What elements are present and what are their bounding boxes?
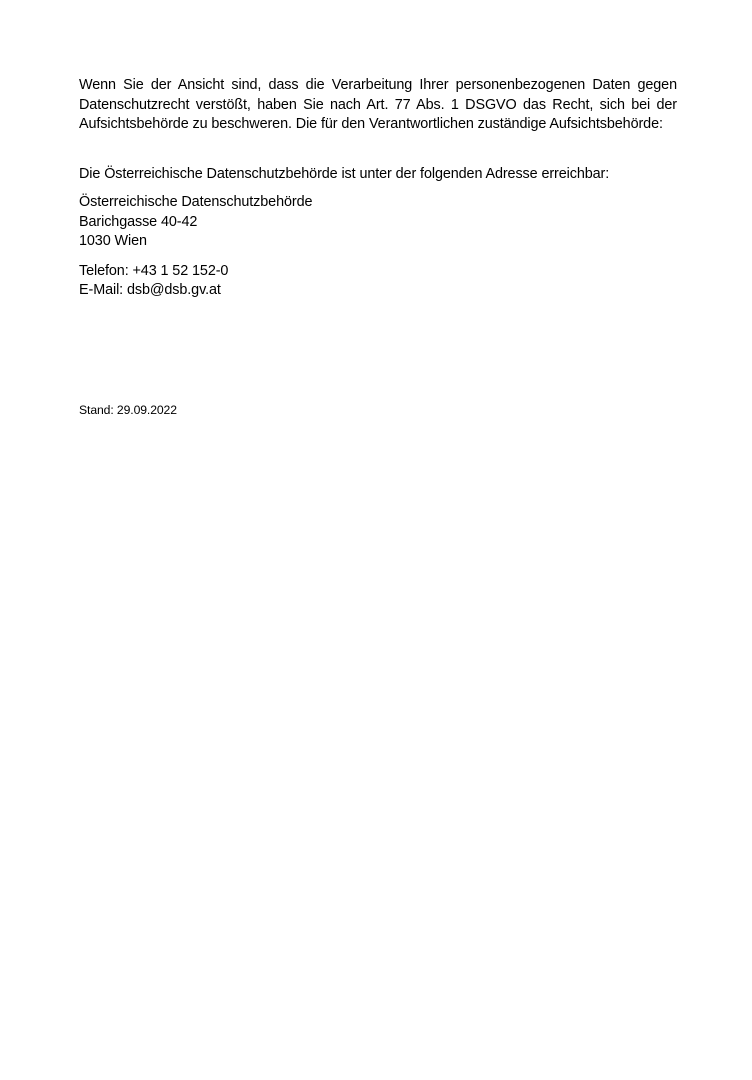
stand-date: Stand: 29.09.2022 bbox=[79, 402, 177, 417]
authority-intro-text: Die Österreichische Datenschutzbehörde ist unter der folgenden Adresse erreichbar: bbox=[79, 165, 610, 182]
contact-phone: Telefon: +43 1 52 152-0 bbox=[79, 262, 229, 279]
complaint-paragraph: Wenn Sie der Ansicht sind, dass die Verarbeitung Ihrer personenbezogenen Daten gegen Datenschutzrecht verstößt, haben Sie nach Art. 77 Abs. 1 DSGVO das Recht, sich bei der Aufsichtsbehörde zu beschweren. Die für den Verantwortlichen zuständige Aufsichtsbehörde: bbox=[79, 77, 677, 132]
address-street: Barichgasse 40-42 bbox=[79, 213, 198, 230]
address-city: 1030 Wien bbox=[79, 233, 147, 249]
authority-address bbox=[79, 193, 677, 252]
address-name: Österreichische Datenschutzbehörde bbox=[79, 194, 313, 210]
contact-email: E-Mail: dsb@dsb.gv.at bbox=[79, 282, 221, 298]
authority-contact bbox=[79, 262, 677, 301]
document-content bbox=[79, 76, 677, 430]
